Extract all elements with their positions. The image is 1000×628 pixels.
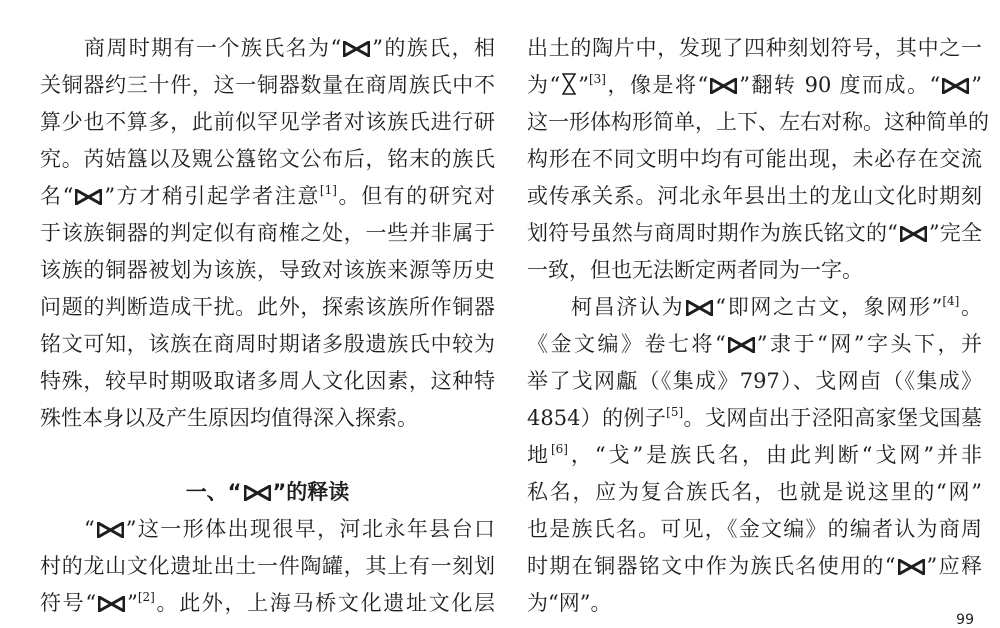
text-line: 私名，应为复合族氏名，也就是说这里的“网” — [527, 480, 982, 504]
text-line: 算少也不算多，此前似罕见学者对该族氏进行研 — [40, 110, 495, 134]
page-number: 99 — [956, 612, 974, 628]
text-line: 该族的铜器被划为该族，导致对该族来源等历史 — [40, 258, 495, 282]
text-line: 关铜器约三十件，这一铜器数量在商周族氏中不 — [40, 73, 495, 97]
bowtie-glyph — [686, 291, 713, 307]
bowtie-glyph — [97, 513, 124, 529]
text-line: “ ”这一形体出现很早，河北永年县台口 — [40, 511, 495, 548]
footnote-ref: [6] — [550, 442, 568, 456]
footnote-ref: [5] — [666, 405, 684, 419]
bowtie-glyph — [343, 32, 370, 48]
text-line: 为“ ”[3]，像是将“ ”翻转 90 度而成。“ ” — [527, 67, 982, 104]
text-line: 特殊，较早时期吸取诸多周人文化因素，这种特 — [40, 369, 495, 393]
text-line: 出土的陶片中，发现了四种刻划符号，其中之一 — [527, 36, 982, 60]
text-line: 铭文可知，该族在商周时期诸多殷遗族氏中较为 — [40, 332, 495, 356]
bowtie-glyph — [898, 550, 925, 566]
text-line: 村的龙山文化遗址出土一件陶罐，其上有一刻划 — [40, 554, 495, 578]
section-heading: 一、“ ”的释读 — [40, 474, 495, 511]
text-line: 举了戈网甗（《集成》797）、戈网卣（《集成》 — [527, 369, 982, 393]
footnote-ref: [3] — [588, 72, 606, 86]
footnote-ref: [1] — [319, 183, 337, 197]
text-line: 这一形体构形简单，上下、左右对称。这种简单的 — [527, 110, 989, 134]
bowtie-glyph — [244, 476, 271, 492]
text-line: 时期在铜器铭文中作为族氏名使用的“ ”应释 — [527, 548, 982, 585]
text-line: 名“ ”方才稍引起学者注意[1]。但有的研究对 — [40, 178, 495, 215]
text-line: 或传承关系。河北永年县出土的龙山文化时期刻 — [527, 184, 982, 208]
text-line: 符号“ ”[2]。此外，上海马桥文化遗址文化层 — [40, 585, 495, 622]
bowtie-glyph — [942, 69, 969, 85]
text-line: 一致，但也无法断定两者同为一字。 — [527, 258, 863, 282]
text-line: 4854）的例子[5]。戈网卣出于泾阳高家堡戈国墓 — [527, 405, 982, 430]
bowtie-glyph — [710, 69, 737, 85]
text-line: 为“网”。 — [527, 591, 612, 615]
text-line — [40, 437, 495, 474]
text-line: 也是族氏名。可见，《金文编》的编者认为商周 — [527, 517, 982, 541]
text-line: 划符号虽然与商周时期作为族氏铭文的“ ”完全 — [527, 215, 982, 252]
text-line: 殊性本身以及产生原因均值得深入探索。 — [40, 406, 418, 430]
text-line: 地[6]，“戈”是族氏名，由此判断“戈网”并非 — [527, 442, 982, 467]
footnote-ref: [4] — [942, 294, 960, 308]
text-line: 问题的判断造成干扰。此外，探索该族所作铜器 — [40, 295, 495, 319]
bowtie-glyph — [900, 217, 927, 233]
text-line: 于该族铜器的判定似有商榷之处，一些并非属于 — [40, 221, 495, 245]
bowtie-glyph — [98, 587, 125, 603]
text-line: 构形在不同文明中均有可能出现，未必存在交流 — [527, 147, 982, 171]
text-line: 商周时期有一个族氏名为“ ”的族氏，相 — [40, 30, 495, 67]
bowtie-glyph — [75, 180, 102, 196]
text-line: 究。芮姞簋以及覭公簋铭文公布后，铭末的族氏 — [40, 147, 495, 171]
text-line: 柯昌济认为 “即网之古文，象网形”[4]。 — [527, 289, 982, 326]
rotated-bowtie-glyph — [562, 70, 576, 92]
footnote-ref: [2] — [137, 590, 155, 604]
text-line: 《金文编》卷七将“ ”隶于“网”字头下，并 — [527, 326, 982, 363]
bowtie-glyph — [728, 328, 755, 344]
